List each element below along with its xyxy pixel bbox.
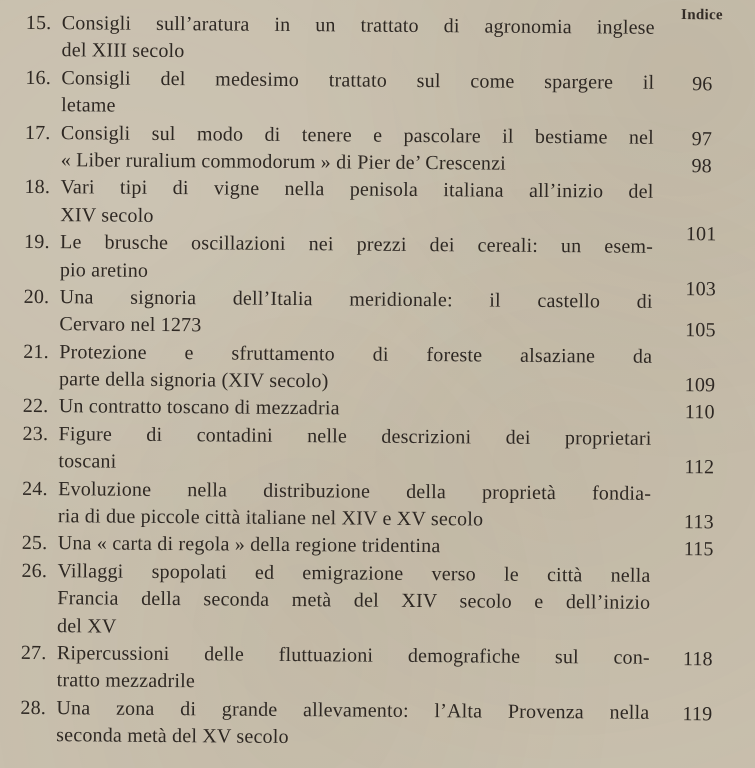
- page-number: 101: [685, 222, 717, 246]
- page-number: 115: [683, 538, 714, 561]
- entry-text: Vari tipi di vigne nella penisola italiana all’inizio del: [60, 176, 654, 204]
- entry-text: seconda metà del XV secolo: [56, 724, 289, 749]
- entry-text: del XIII secolo: [61, 39, 185, 63]
- page-number: 118: [682, 648, 713, 671]
- page-number: 103: [685, 277, 717, 300]
- entry-text: Figure di contadini nelle descrizioni dei proprietari: [58, 423, 652, 450]
- entry-text: Ripercussioni delle fluttuazioni demografiche sul con-: [56, 642, 650, 669]
- entry-number: 19.: [24, 231, 50, 254]
- running-header: Indice: [681, 7, 723, 24]
- entry-number: 26.: [21, 559, 48, 582]
- page-number: 112: [684, 456, 715, 479]
- entry-text: del XV: [56, 614, 117, 638]
- entry-text: XIV secolo: [60, 203, 154, 227]
- page-number: 109: [684, 374, 716, 397]
- entry-text: Villaggi spopolati ed emigrazione verso le città nella: [57, 559, 651, 587]
- entry-text: Francia della seconda metà del XIV secolo e dell’inizio: [57, 587, 651, 615]
- entry-number: 23.: [22, 422, 49, 445]
- entry-text: Evoluzione nella distribuzione della proprietà fondia-: [58, 477, 652, 505]
- entry-text: Una « carta di regola » della regione tridentina: [57, 532, 441, 558]
- entry-text: « Liber ruralium commodorum » di Pier de’ Crescenzi: [60, 149, 507, 175]
- entry-text: parte della signoria (XIV secolo): [58, 368, 329, 393]
- entry-text: tratto mezzadrile: [56, 669, 196, 693]
- entry-number: 25.: [21, 532, 48, 555]
- entry-text: Le brusche oscillazioni nei prezzi dei cereali: un esem-: [60, 231, 654, 258]
- entry-number: 21.: [23, 340, 49, 363]
- toc-row: [0, 722, 749, 755]
- entry-text: Consigli del medesimo trattato sul come spargere il: [61, 66, 655, 94]
- entry-text: pio aretino: [59, 258, 149, 282]
- page-number: 119: [682, 702, 713, 726]
- entry-text: Un contratto toscano di mezzadria: [58, 395, 340, 420]
- entry-number: 28.: [20, 696, 47, 719]
- entry-text: Consigli sull’aratura in un trattato di agronomia inglese: [61, 12, 655, 39]
- page-number: 113: [683, 511, 714, 534]
- entry-number: 16.: [25, 66, 52, 89]
- entry-text: letame: [61, 94, 116, 117]
- page-number: 96: [692, 72, 713, 96]
- toc-list: [0, 10, 755, 755]
- entry-text: ria di due piccole città italiane nel XIV e XV secolo: [57, 505, 484, 531]
- entry-number: 20.: [23, 285, 50, 308]
- page-number: 110: [684, 401, 715, 424]
- entry-number: 18.: [24, 176, 51, 199]
- entry-number: 15.: [25, 11, 52, 35]
- entry-number: 24.: [22, 477, 48, 500]
- entry-text: Cervaro nel 1273: [59, 313, 202, 337]
- page-number: 98: [691, 155, 713, 178]
- entry-number: 22.: [22, 395, 49, 418]
- entry-number: 27.: [20, 641, 47, 665]
- page-number: 105: [685, 319, 716, 342]
- entry-text: toscani: [58, 450, 117, 473]
- entry-text: Una zona di grande allevamento: l’Alta Provenza nella: [56, 696, 650, 724]
- entry-text: Consigli sul modo di tenere e pascolare il bestiame nel: [60, 121, 655, 149]
- page-number: 97: [691, 127, 713, 150]
- entry-number: 17.: [24, 121, 51, 144]
- entry-text: Una signoria dell’Italia meridionale: il castello di: [59, 286, 653, 313]
- entry-text: Protezione e sfruttamento di foreste alsaziane da: [59, 340, 653, 368]
